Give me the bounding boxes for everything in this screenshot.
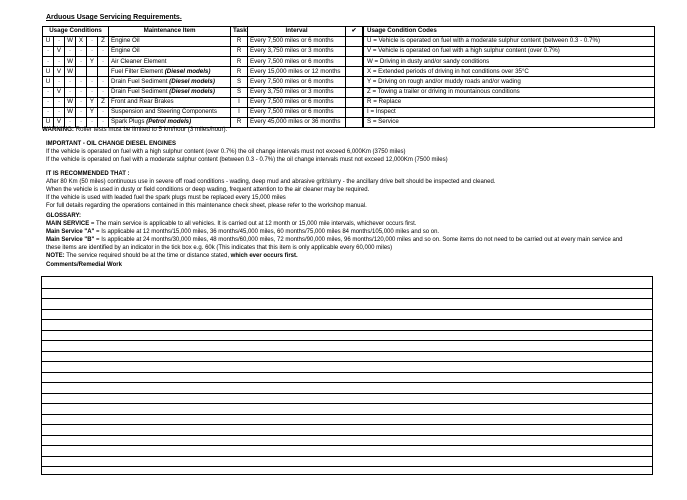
maintenance-item-qualifier: (Diesel models)	[169, 77, 215, 85]
code-item: W = Driving in dusty and/or sandy conditions	[364, 57, 655, 67]
maintenance-item	[109, 77, 231, 87]
maintenance-item	[109, 47, 231, 57]
glossary-b	[46, 236, 623, 244]
usage-cell-u: U	[43, 77, 54, 87]
comment-line[interactable]	[42, 330, 652, 331]
oil-change-section	[46, 140, 448, 164]
oil-change-line: If the vehicle is operated on fuel with a moderate sulphur content (between 0.3 - 0.7%) the oil change intervals must not exceed 12,000Km (7500 miles)	[46, 157, 448, 164]
comment-line[interactable]	[42, 456, 652, 457]
usage-cell-w: W	[65, 67, 76, 77]
main-service-b-label: Main Service "B"	[46, 237, 95, 244]
maintenance-item	[109, 97, 231, 107]
maintenance-item-header: Maintenance Item	[109, 27, 231, 37]
interval-header: Interval	[248, 27, 346, 37]
comment-line[interactable]	[42, 361, 652, 362]
maintenance-item	[109, 67, 231, 77]
task-code: R	[231, 117, 248, 127]
comment-line[interactable]	[42, 424, 652, 425]
usage-cell-x: ·	[76, 107, 87, 117]
comment-line[interactable]	[42, 466, 652, 467]
maintenance-item-qualifier: (Diesel models)	[169, 87, 215, 95]
usage-cell-w: ·	[65, 77, 76, 87]
table-header-row	[43, 27, 363, 37]
recommended-heading: IT IS RECOMMENDED THAT :	[46, 171, 130, 177]
check-header-icon: ✔	[346, 27, 363, 37]
warning-body: Roller tests must be limited to 5 km/hour (3 miles/hour).	[73, 126, 228, 133]
code-item: Y = Driving on rough and/or muddy roads and/or wading	[364, 77, 655, 87]
usage-cell-u: U	[43, 37, 54, 47]
usage-cell-u: U	[43, 67, 54, 77]
usage-cell-y: ·	[87, 77, 98, 87]
check-box[interactable]	[346, 67, 363, 77]
check-box[interactable]	[346, 107, 363, 117]
maintenance-item-label: Suspension and Steering Components	[111, 108, 217, 116]
usage-cell-x: ·	[76, 57, 87, 67]
check-box[interactable]	[346, 77, 363, 87]
recommended-line: For full details regarding the operations contained in this maintenance check sheet, please refer to the workshop manual.	[46, 203, 367, 210]
comment-line[interactable]	[42, 435, 652, 436]
recommended-section	[46, 170, 495, 210]
check-box[interactable]	[346, 37, 363, 47]
maintenance-item	[109, 87, 231, 97]
usage-cell-z: ·	[98, 87, 109, 97]
task-code: I	[231, 97, 248, 107]
interval: Every 3,750 miles or 3 months	[248, 47, 346, 57]
maintenance-item-label: Drain Fuel Sediment	[111, 77, 170, 85]
code-item: S = Service	[364, 117, 655, 127]
interval: Every 7,500 miles or 6 months	[248, 77, 346, 87]
task-code: S	[231, 87, 248, 97]
code-item: V = Vehicle is operated on fuel with a high sulphur content (over 0.7%)	[364, 47, 655, 57]
page-title: Arduous Usage Servicing Requirements.	[46, 14, 182, 21]
comment-line[interactable]	[42, 382, 652, 383]
servicing-table	[42, 26, 363, 128]
maintenance-item-label: Front and Rear Brakes	[111, 97, 174, 105]
usage-cell-x: ·	[76, 97, 87, 107]
usage-cell-v: V	[54, 67, 65, 77]
usage-cell-v: V	[54, 117, 65, 127]
comment-line[interactable]	[42, 319, 652, 320]
usage-cell-v: ·	[54, 107, 65, 117]
task-code: S	[231, 77, 248, 87]
check-box[interactable]	[346, 87, 363, 97]
usage-cell-z: ·	[98, 117, 109, 127]
warning-text	[42, 126, 227, 133]
table-row	[43, 107, 363, 117]
table-row	[43, 87, 363, 97]
table-row	[43, 37, 363, 47]
note-label: NOTE:	[46, 253, 65, 260]
code-item: X = Extended periods of driving in hot conditions over 35°C	[364, 67, 655, 77]
usage-cell-v: V	[54, 47, 65, 57]
usage-codes-header: Usage Condition Codes	[364, 27, 655, 37]
maintenance-item-label: Engine Oil	[111, 37, 140, 45]
task-code: R	[231, 57, 248, 67]
maintenance-item-label: Spark Plugs	[111, 118, 147, 126]
maintenance-item-qualifier: (Petrol models)	[146, 118, 192, 126]
interval: Every 7,500 miles or 6 months	[248, 37, 346, 47]
comment-line[interactable]	[42, 351, 652, 352]
maintenance-item	[109, 57, 231, 67]
usage-cell-v: ·	[54, 97, 65, 107]
interval: Every 45,000 miles or 36 months	[248, 117, 346, 127]
comment-line[interactable]	[42, 414, 652, 415]
note-text: The service required should be at the time or distance stated,	[64, 253, 231, 260]
maintenance-item	[109, 37, 231, 47]
warning-label: WARNING:	[42, 126, 74, 133]
comment-line[interactable]	[42, 393, 652, 394]
note-emphasis: which ever occurs first.	[230, 253, 298, 260]
usage-cell-u: U	[43, 117, 54, 127]
main-service-label: MAIN SERVICE	[46, 221, 90, 228]
usage-cell-z: ·	[98, 57, 109, 67]
comment-line[interactable]	[42, 403, 652, 404]
recommended-line: If the vehicle is used with leaded fuel the spark plugs must be replaced every 15,000 miles	[46, 195, 286, 202]
comment-line[interactable]	[42, 298, 652, 299]
maintenance-item-label: Fuel Filter Element	[111, 67, 165, 75]
usage-codes-table	[363, 26, 655, 128]
usage-conditions-header: Usage Conditions	[43, 27, 109, 37]
comments-title: Comments/Remedial Work	[46, 262, 122, 268]
glossary-main	[46, 220, 623, 228]
usage-cell-y: ·	[87, 87, 98, 97]
maintenance-item-label: Drain Fuel Sediment	[111, 87, 170, 95]
usage-cell-w: W	[65, 97, 76, 107]
usage-cell-v: ·	[54, 77, 65, 87]
usage-cell-x: ·	[76, 47, 87, 57]
usage-cell-v: ·	[54, 37, 65, 47]
usage-cell-v: V	[54, 87, 65, 97]
usage-cell-u: ·	[43, 97, 54, 107]
code-item: U = Vehicle is operated on fuel with a moderate sulphur content (between 0.3 - 0.7%)	[364, 37, 655, 47]
comment-line[interactable]	[42, 445, 652, 446]
recommended-line: After 80 Km (50 miles) continuous use in severe off road conditions - wading, deep mud and abrasive grit/slurry - the ancillary drive belt should be inspected and cleaned.	[46, 179, 496, 186]
interval: Every 15,000 miles or 12 months	[248, 67, 346, 77]
usage-cell-y: ·	[87, 47, 98, 57]
task-code: R	[231, 37, 248, 47]
check-box[interactable]	[346, 117, 363, 127]
usage-cell-x	[76, 67, 87, 77]
code-item: Z = Towing a trailer or driving in mountainous conditions	[364, 87, 655, 97]
task-code: I	[231, 107, 248, 117]
usage-cell-u: ·	[43, 57, 54, 67]
maintenance-item-qualifier: (Diesel models)	[164, 67, 211, 75]
check-box[interactable]	[346, 57, 363, 67]
comments-box[interactable]	[41, 276, 653, 475]
interval: Every 3,750 miles or 3 months	[248, 87, 346, 97]
usage-cell-y: Y	[87, 97, 98, 107]
comment-line[interactable]	[42, 372, 652, 373]
usage-cell-x: ·	[76, 87, 87, 97]
comment-line[interactable]	[42, 288, 652, 289]
main-service-b-text: = Is applicable at 24 months/30,000 miles, 48 months/60,000 miles, 72 months/90,000 miles, 96 months/120,000 miles and so on. Some items do not need to be carried out at every main service and	[94, 237, 623, 244]
usage-cell-z: Z	[98, 97, 109, 107]
glossary-section	[46, 212, 623, 261]
code-item: R = Replace	[364, 97, 655, 107]
usage-cell-x: ·	[76, 117, 87, 127]
usage-cell-w: ·	[65, 47, 76, 57]
maintenance-item-label: Engine Oil	[111, 47, 140, 55]
table-row	[43, 47, 363, 57]
main-service-text: = The main service is applicable to all vehicles. It is carried out at 12 month or 15,000 mile intervals, whichever occurs first.	[89, 221, 417, 228]
maintenance-item	[109, 107, 231, 117]
task-code: R	[231, 67, 248, 77]
task-code: R	[231, 47, 248, 57]
oil-change-line: If the vehicle is operated on fuel with a high sulphur content (over 0.7%) the oil change intervals must not exceed 6,000Km (3750 miles)	[46, 149, 406, 156]
usage-cell-y	[87, 67, 98, 77]
glossary-a	[46, 228, 623, 236]
code-item: I = Inspect	[364, 107, 655, 117]
usage-cell-w: ·	[65, 87, 76, 97]
glossary-note	[46, 252, 623, 260]
check-box[interactable]	[346, 97, 363, 107]
comment-line[interactable]	[42, 309, 652, 310]
glossary-heading: GLOSSARY:	[46, 213, 82, 219]
usage-cell-z: ·	[98, 47, 109, 57]
usage-cell-w: ·	[65, 117, 76, 127]
usage-cell-z: ·	[98, 77, 109, 87]
interval: Every 7,500 miles or 6 months	[248, 107, 346, 117]
usage-cell-z: Z	[98, 37, 109, 47]
maintenance-item-label: Air Cleaner Element	[111, 57, 167, 65]
oil-change-heading: IMPORTANT - OIL CHANGE DIESEL ENGINES	[46, 141, 177, 147]
usage-cell-w: W	[65, 107, 76, 117]
interval: Every 7,500 miles or 6 months	[248, 97, 346, 107]
glossary-b-cont: these items are identified by an indicator in the tick box e.g. 60k (This indicates that this item is only applicable every 60,000 miles)	[46, 245, 393, 252]
main-service-a-text: = Is applicable at 12 months/15,000 miles, 36 months/45,000 miles, 60 months/75,000 miles 84 months/105,000 miles and so on.	[94, 229, 440, 236]
table-row	[43, 67, 363, 77]
usage-cell-w: W	[65, 37, 76, 47]
usage-cell-y: ·	[87, 117, 98, 127]
usage-cell-v: ·	[54, 57, 65, 67]
main-service-a-label: Main Service "A"	[46, 229, 95, 236]
table-row	[43, 97, 363, 107]
usage-cell-y: ·	[87, 37, 98, 47]
usage-cell-z	[98, 67, 109, 77]
usage-cell-w: W	[65, 57, 76, 67]
comment-line[interactable]	[42, 340, 652, 341]
interval: Every 7,500 miles or 6 months	[248, 57, 346, 67]
usage-cell-x: ·	[76, 77, 87, 87]
usage-cell-u: ·	[43, 87, 54, 97]
usage-cell-x: X	[76, 37, 87, 47]
task-header: Task	[231, 27, 248, 37]
usage-cell-u: ·	[43, 107, 54, 117]
table-row	[43, 57, 363, 67]
check-box[interactable]	[346, 47, 363, 57]
usage-cell-u: ·	[43, 47, 54, 57]
table-row	[43, 77, 363, 87]
usage-cell-y: Y	[87, 57, 98, 67]
recommended-line: When the vehicle is used in dusty or field conditions or deep wading, frequent attention to the air cleaner may be required.	[46, 187, 370, 194]
usage-cell-y: Y	[87, 107, 98, 117]
usage-cell-z: ·	[98, 107, 109, 117]
